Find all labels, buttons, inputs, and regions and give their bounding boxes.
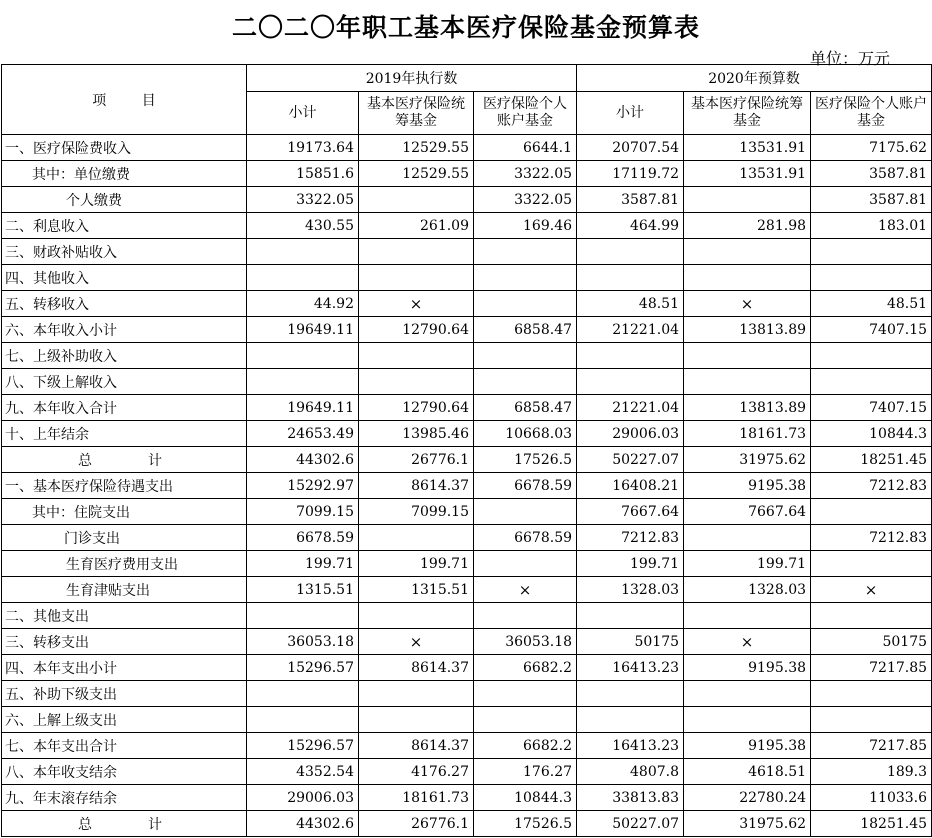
header-2019-actual: 2019年执行数 <box>247 65 577 92</box>
cell-value: 13985.46 <box>359 421 474 447</box>
cell-value: 15851.6 <box>247 161 359 187</box>
cell-value <box>474 291 577 317</box>
cell-value: 6858.47 <box>474 317 577 343</box>
cell-value: 189.3 <box>811 759 932 785</box>
cell-value: 7212.83 <box>811 525 932 551</box>
cell-value: 10844.3 <box>811 421 932 447</box>
cell-value: 29006.03 <box>247 785 359 811</box>
cell-value: 31975.62 <box>684 811 811 837</box>
cell-value: 19649.11 <box>247 317 359 343</box>
cell-value <box>811 551 932 577</box>
cell-value <box>474 265 577 291</box>
cell-value <box>359 187 474 213</box>
cell-value: 18251.45 <box>811 447 932 473</box>
table-row <box>2 499 932 525</box>
cell-value <box>359 681 474 707</box>
table-row <box>2 447 932 473</box>
cell-value: 20707.54 <box>577 135 684 161</box>
cell-value: 13813.89 <box>684 395 811 421</box>
header-2020-budget: 2020年预算数 <box>577 65 932 92</box>
budget-table <box>1 64 932 837</box>
cell-value: 3322.05 <box>474 187 577 213</box>
cell-value: 16413.23 <box>577 655 684 681</box>
cell-value <box>474 681 577 707</box>
cell-value <box>247 681 359 707</box>
cell-value: 183.01 <box>811 213 932 239</box>
cell-value: × <box>684 629 811 655</box>
row-label: 二、利息收入 <box>2 213 247 239</box>
cell-value: 44.92 <box>247 291 359 317</box>
cell-value: 16408.21 <box>577 473 684 499</box>
cell-value: 3587.81 <box>577 187 684 213</box>
row-label: 六、本年收入小计 <box>2 317 247 343</box>
row-label: 十、上年结余 <box>2 421 247 447</box>
total-label-left: 总 <box>78 452 92 469</box>
row-label: 三、转移支出 <box>2 629 247 655</box>
table-row <box>2 421 932 447</box>
table-row <box>2 577 932 603</box>
table-row <box>2 317 932 343</box>
cell-value: 50175 <box>811 629 932 655</box>
row-label: 一、基本医疗保险待遇支出 <box>2 473 247 499</box>
cell-value: 4352.54 <box>247 759 359 785</box>
cell-value: 18161.73 <box>684 421 811 447</box>
cell-value: 199.71 <box>359 551 474 577</box>
cell-value <box>811 499 932 525</box>
cell-value <box>684 603 811 629</box>
cell-value: 13531.91 <box>684 135 811 161</box>
item-column-header: 项 目 <box>2 65 247 135</box>
cell-value: 36053.18 <box>247 629 359 655</box>
table-row <box>2 551 932 577</box>
cell-value: 261.09 <box>359 213 474 239</box>
cell-value <box>577 681 684 707</box>
row-label: 生育医疗费用支出 <box>2 551 247 577</box>
page-title: 二〇二〇年职工基本医疗保险基金预算表 <box>231 13 700 42</box>
cell-value: 12790.64 <box>359 317 474 343</box>
cell-value: 44302.6 <box>247 447 359 473</box>
cell-value: 3587.81 <box>811 187 932 213</box>
row-label: 其中：单位缴费 <box>2 161 247 187</box>
table-row <box>2 603 932 629</box>
cell-value: 8614.37 <box>359 473 474 499</box>
cell-value: 281.98 <box>684 213 811 239</box>
cell-value: 7099.15 <box>359 499 474 525</box>
cell-value <box>359 707 474 733</box>
cell-value: 31975.62 <box>684 447 811 473</box>
row-label: 生育津贴支出 <box>2 577 247 603</box>
cell-value: 6678.59 <box>474 473 577 499</box>
cell-value: 18251.45 <box>811 811 932 837</box>
cell-value: 6682.2 <box>474 733 577 759</box>
cell-value: 7407.15 <box>811 395 932 421</box>
cell-value: 9195.38 <box>684 655 811 681</box>
row-label: 二、其他支出 <box>2 603 247 629</box>
cell-value: 16413.23 <box>577 733 684 759</box>
cell-value <box>577 343 684 369</box>
cell-value: 199.71 <box>247 551 359 577</box>
table-row <box>2 525 932 551</box>
table-row <box>2 135 932 161</box>
cell-value: 12529.55 <box>359 161 474 187</box>
cell-value: 17526.5 <box>474 447 577 473</box>
cell-value <box>474 551 577 577</box>
cell-value: 22780.24 <box>684 785 811 811</box>
row-label: 九、本年收入合计 <box>2 395 247 421</box>
cell-value: 1315.51 <box>247 577 359 603</box>
row-label: 其中：住院支出 <box>2 499 247 525</box>
cell-value: 10844.3 <box>474 785 577 811</box>
cell-value: 12790.64 <box>359 395 474 421</box>
table-row <box>2 629 932 655</box>
row-label-total <box>2 447 247 473</box>
cell-value <box>359 239 474 265</box>
cell-value: 10668.03 <box>474 421 577 447</box>
row-label: 三、财政补贴收入 <box>2 239 247 265</box>
cell-value: 464.99 <box>577 213 684 239</box>
row-label: 四、本年支出小计 <box>2 655 247 681</box>
cell-value: 6644.1 <box>474 135 577 161</box>
cell-value <box>247 603 359 629</box>
cell-value <box>359 603 474 629</box>
total-label-right: 计 <box>148 452 162 469</box>
cell-value: 8614.37 <box>359 655 474 681</box>
cell-value <box>359 343 474 369</box>
total-label-right: 计 <box>148 816 162 833</box>
cell-value <box>811 681 932 707</box>
cell-value: 7217.85 <box>811 655 932 681</box>
table-row <box>2 785 932 811</box>
table-row <box>2 291 932 317</box>
header-2019-personal-account: 医疗保险个人账户基金 <box>474 92 577 135</box>
cell-value: 50227.07 <box>577 447 684 473</box>
cell-value <box>359 369 474 395</box>
table-row <box>2 187 932 213</box>
table-row <box>2 681 932 707</box>
row-label: 一、医疗保险费收入 <box>2 135 247 161</box>
cell-value: × <box>359 291 474 317</box>
cell-value <box>359 525 474 551</box>
cell-value: 199.71 <box>684 551 811 577</box>
cell-value <box>577 239 684 265</box>
cell-value: 1315.51 <box>359 577 474 603</box>
cell-value: 6682.2 <box>474 655 577 681</box>
cell-value <box>474 499 577 525</box>
cell-value: 7175.62 <box>811 135 932 161</box>
cell-value: 24653.49 <box>247 421 359 447</box>
table-row <box>2 265 932 291</box>
cell-value: 48.51 <box>577 291 684 317</box>
cell-value: 15296.57 <box>247 655 359 681</box>
table-row <box>2 369 932 395</box>
header-2020-personal-account: 医疗保险个人账户基金 <box>811 92 932 135</box>
cell-value: 199.71 <box>577 551 684 577</box>
row-label: 五、转移收入 <box>2 291 247 317</box>
cell-value: × <box>684 291 811 317</box>
cell-value <box>811 343 932 369</box>
cell-value: 44302.6 <box>247 811 359 837</box>
row-label: 八、本年收支结余 <box>2 759 247 785</box>
cell-value <box>684 343 811 369</box>
cell-value <box>474 369 577 395</box>
row-label: 六、上解上级支出 <box>2 707 247 733</box>
unit-label: 单位：万元 <box>809 49 890 68</box>
cell-value: 15296.57 <box>247 733 359 759</box>
row-label: 个人缴费 <box>2 187 247 213</box>
cell-value: 176.27 <box>474 759 577 785</box>
cell-value: × <box>474 577 577 603</box>
cell-value: 6678.59 <box>474 525 577 551</box>
table-row <box>2 733 932 759</box>
table-row <box>2 707 932 733</box>
cell-value <box>684 369 811 395</box>
row-label: 五、补助下级支出 <box>2 681 247 707</box>
cell-value <box>684 265 811 291</box>
cell-value: 169.46 <box>474 213 577 239</box>
row-label: 八、下级上解收入 <box>2 369 247 395</box>
cell-value: 21221.04 <box>577 395 684 421</box>
cell-value <box>684 187 811 213</box>
table-row <box>2 395 932 421</box>
header-2020-pool-fund: 基本医疗保险统筹基金 <box>684 92 811 135</box>
cell-value: × <box>811 577 932 603</box>
cell-value: 15292.97 <box>247 473 359 499</box>
cell-value <box>684 239 811 265</box>
cell-value: 7099.15 <box>247 499 359 525</box>
cell-value: 7212.83 <box>577 525 684 551</box>
cell-value: 1328.03 <box>684 577 811 603</box>
cell-value: 26776.1 <box>359 447 474 473</box>
row-label: 四、其他收入 <box>2 265 247 291</box>
cell-value <box>247 707 359 733</box>
table-row <box>2 759 932 785</box>
table-row <box>2 239 932 265</box>
cell-value: 7667.64 <box>577 499 684 525</box>
cell-value <box>577 369 684 395</box>
cell-value: 8614.37 <box>359 733 474 759</box>
cell-value: 50175 <box>577 629 684 655</box>
table-row <box>2 473 932 499</box>
cell-value <box>811 265 932 291</box>
header-2019-subtotal: 小计 <box>247 92 359 135</box>
cell-value: 18161.73 <box>359 785 474 811</box>
cell-value: 6858.47 <box>474 395 577 421</box>
header-2019-pool-fund: 基本医疗保险统筹基金 <box>359 92 474 135</box>
cell-value <box>811 603 932 629</box>
cell-value: 33813.83 <box>577 785 684 811</box>
cell-value: 7667.64 <box>684 499 811 525</box>
row-label: 七、上级补助收入 <box>2 343 247 369</box>
cell-value <box>684 707 811 733</box>
cell-value: 7212.83 <box>811 473 932 499</box>
table-row <box>2 811 932 837</box>
row-label: 门诊支出 <box>2 525 247 551</box>
cell-value <box>247 369 359 395</box>
cell-value: 6678.59 <box>247 525 359 551</box>
cell-value <box>247 343 359 369</box>
cell-value <box>684 681 811 707</box>
cell-value <box>577 265 684 291</box>
cell-value: 7407.15 <box>811 317 932 343</box>
cell-value <box>474 707 577 733</box>
cell-value <box>577 707 684 733</box>
cell-value <box>474 603 577 629</box>
cell-value <box>359 265 474 291</box>
cell-value: 1328.03 <box>577 577 684 603</box>
cell-value: 19649.11 <box>247 395 359 421</box>
cell-value: 3322.05 <box>474 161 577 187</box>
cell-value: 17526.5 <box>474 811 577 837</box>
cell-value: 26776.1 <box>359 811 474 837</box>
cell-value: 29006.03 <box>577 421 684 447</box>
cell-value: 9195.38 <box>684 473 811 499</box>
table-row <box>2 655 932 681</box>
cell-value: 50227.07 <box>577 811 684 837</box>
cell-value: × <box>359 629 474 655</box>
cell-value: 430.55 <box>247 213 359 239</box>
cell-value <box>577 603 684 629</box>
header-2020-subtotal: 小计 <box>577 92 684 135</box>
cell-value: 7217.85 <box>811 733 932 759</box>
cell-value: 3322.05 <box>247 187 359 213</box>
cell-value: 48.51 <box>811 291 932 317</box>
table-row <box>2 343 932 369</box>
cell-value <box>811 369 932 395</box>
cell-value <box>474 343 577 369</box>
budget-table-body <box>2 135 932 837</box>
table-row <box>2 213 932 239</box>
cell-value: 21221.04 <box>577 317 684 343</box>
cell-value: 4618.51 <box>684 759 811 785</box>
row-label-total <box>2 811 247 837</box>
row-label: 九、年末滚存结余 <box>2 785 247 811</box>
total-label-left: 总 <box>78 816 92 833</box>
cell-value: 11033.6 <box>811 785 932 811</box>
table-row <box>2 161 932 187</box>
cell-value: 13531.91 <box>684 161 811 187</box>
cell-value: 3587.81 <box>811 161 932 187</box>
cell-value <box>811 239 932 265</box>
cell-value: 17119.72 <box>577 161 684 187</box>
cell-value: 19173.64 <box>247 135 359 161</box>
cell-value <box>811 707 932 733</box>
cell-value: 12529.55 <box>359 135 474 161</box>
cell-value: 9195.38 <box>684 733 811 759</box>
cell-value: 4176.27 <box>359 759 474 785</box>
cell-value <box>247 239 359 265</box>
cell-value: 4807.8 <box>577 759 684 785</box>
row-label: 七、本年支出合计 <box>2 733 247 759</box>
cell-value <box>684 525 811 551</box>
cell-value: 36053.18 <box>474 629 577 655</box>
cell-value: 13813.89 <box>684 317 811 343</box>
cell-value <box>474 239 577 265</box>
cell-value <box>247 265 359 291</box>
